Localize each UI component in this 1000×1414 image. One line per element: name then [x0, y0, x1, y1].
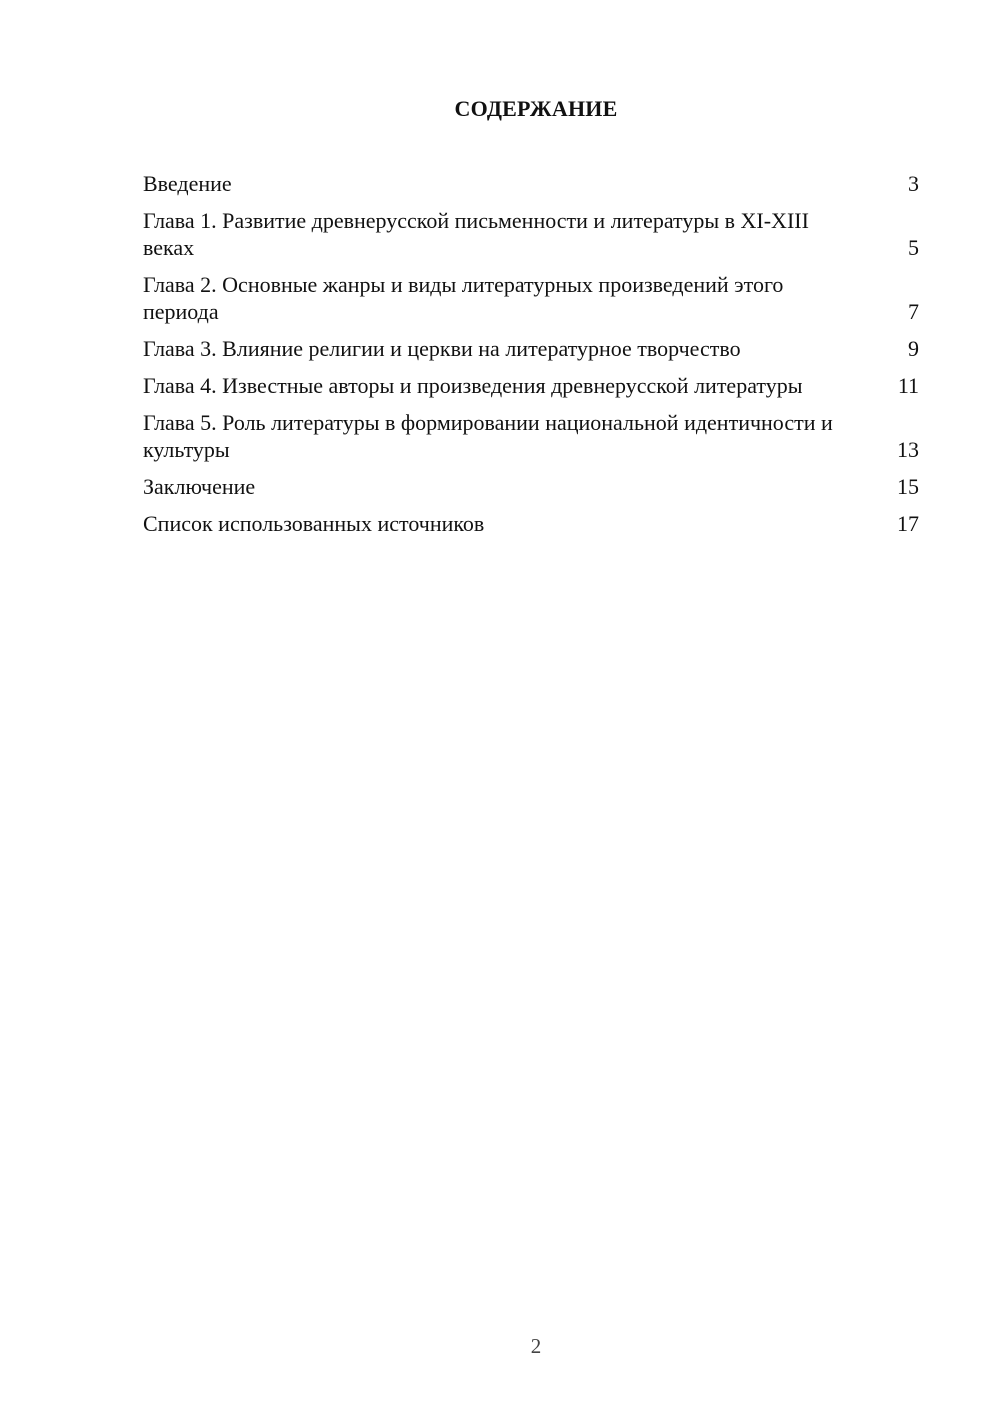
toc-entry-conclusion[interactable]	[143, 473, 919, 500]
toc-entry-references[interactable]	[143, 510, 919, 537]
toc-entry-chapter-5[interactable]	[143, 409, 919, 463]
toc-entry-title: Глава 4. Известные авторы и произведения древнерусской литературы	[143, 373, 803, 398]
toc-entry-title: Введение	[143, 171, 232, 196]
toc-entry-title: Глава 2. Основные жанры и виды литературных произведений этого периода	[143, 272, 784, 324]
page-title: СОДЕРЖАНИЕ	[454, 96, 618, 121]
toc-entry-page: 3	[908, 171, 919, 196]
toc-entry-introduction[interactable]	[143, 170, 919, 197]
toc-entry-chapter-1[interactable]	[143, 207, 919, 261]
toc-entry-page: 11	[897, 373, 919, 398]
toc-entry-page: 9	[908, 336, 919, 361]
toc-entry-page: 15	[897, 474, 919, 499]
toc-entry-chapter-3[interactable]	[143, 335, 919, 362]
page-number: 2	[530, 1334, 542, 1358]
table-of-contents	[143, 170, 919, 547]
toc-entry-title: Список использованных источников	[143, 511, 485, 536]
toc-entry-title: Глава 5. Роль литературы в формировании национальной идентичности и культуры	[143, 410, 833, 462]
toc-entry-chapter-4[interactable]	[143, 372, 919, 399]
toc-entry-chapter-2[interactable]	[143, 271, 919, 325]
toc-entry-page: 13	[897, 437, 919, 462]
toc-entry-page: 17	[897, 511, 919, 536]
toc-entry-page: 7	[908, 299, 919, 324]
toc-entry-title: Глава 3. Влияние религии и церкви на литературное творчество	[143, 336, 741, 361]
toc-entry-title: Заключение	[143, 474, 256, 499]
toc-entry-page: 5	[908, 235, 919, 260]
toc-entry-title: Глава 1. Развитие древнерусской письменности и литературы в XI-XIII веках	[143, 208, 809, 260]
